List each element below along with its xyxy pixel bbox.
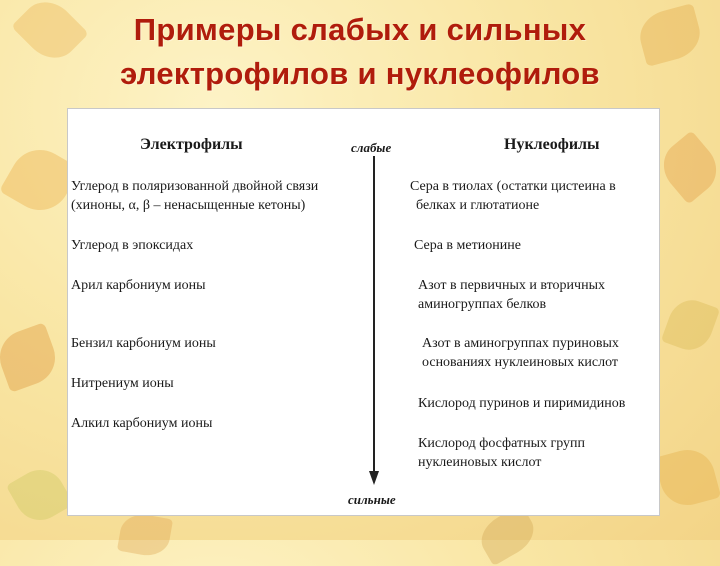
nucleophile-line: Кислород фосфатных групп xyxy=(418,436,586,451)
nucleophile-item xyxy=(418,434,585,472)
nucleophile-line: Кислород пуринов и пиримидинов xyxy=(418,396,626,411)
electrophile-item xyxy=(71,177,318,215)
electrophile-item xyxy=(71,276,206,295)
strong-label: сильные xyxy=(348,492,396,507)
nucleophile-line: Азот в аминогруппах пуриновых xyxy=(422,336,619,351)
leaf-decoration xyxy=(0,322,63,392)
electrophile-item xyxy=(71,334,216,353)
nucleophile-item xyxy=(418,394,625,413)
nucleophile-item xyxy=(414,236,521,255)
nucleophile-item xyxy=(418,276,605,314)
electrophile-line: Арил карбониум ионы xyxy=(71,278,206,293)
slide-title-line1: Примеры слабых и сильных xyxy=(133,12,587,47)
electrophile-line: Алкил карбониум ионы xyxy=(71,416,213,431)
electrophile-line: (хиноны, α, β – ненасыщенные кетоны) xyxy=(71,198,306,213)
leaf-decoration xyxy=(653,130,720,204)
electrophile-line: Нитрениум ионы xyxy=(71,376,174,391)
nucleophile-line: Сера в метионине xyxy=(414,238,521,253)
electrophiles-header: Электрофилы xyxy=(140,136,243,153)
nucleophile-line: белках и глютатионе xyxy=(416,198,540,213)
strength-axis-line xyxy=(373,156,375,474)
nucleophile-line: аминогруппах белков xyxy=(418,297,547,312)
nucleophile-line: нуклеиновых кислот xyxy=(418,455,542,470)
comparison-table xyxy=(67,108,660,516)
electrophile-item xyxy=(71,236,193,255)
weak-label: слабые xyxy=(351,140,392,155)
nucleophile-line: Азот в первичных и вторичных xyxy=(418,278,605,293)
leaf-decoration xyxy=(661,294,720,356)
nucleophile-line: основаниях нуклеиновых кислот xyxy=(422,355,619,370)
nucleophile-line: Сера в тиолах (остатки цистеина в xyxy=(410,179,616,194)
electrophile-line: Углерод в эпоксидах xyxy=(71,238,194,253)
nucleophile-item xyxy=(422,334,619,372)
nucleophile-item xyxy=(410,177,616,215)
nucleophiles-header: Нуклеофилы xyxy=(504,136,600,153)
slide-title-line2: электрофилов и нуклеофилов xyxy=(120,56,600,91)
leaf-decoration xyxy=(6,461,74,529)
electrophile-line: Углерод в поляризованной двойной связи xyxy=(71,179,319,194)
leaf-decoration xyxy=(654,444,720,511)
slide-title xyxy=(0,8,720,96)
leaf-decoration xyxy=(117,511,173,559)
electrophile-line: Бензил карбониум ионы xyxy=(71,336,216,351)
arrow-down-icon xyxy=(369,471,379,485)
electrophile-item xyxy=(71,414,212,433)
electrophile-item xyxy=(71,374,174,393)
